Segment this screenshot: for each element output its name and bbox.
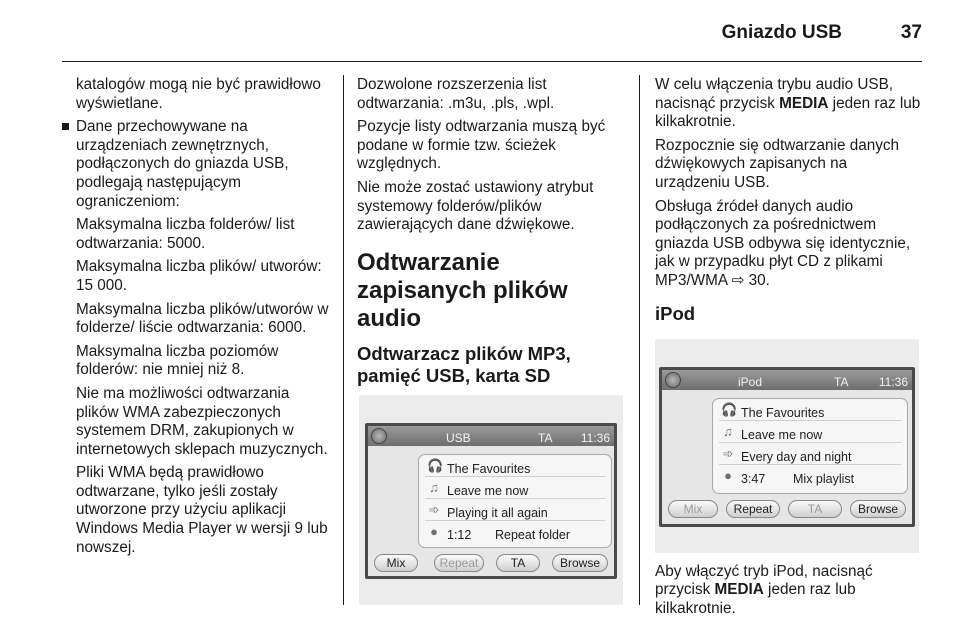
limit-item: Maksymalna liczba poziomów folderów: nie mniej niż 8. <box>76 342 279 379</box>
display-ta: TA <box>834 374 849 389</box>
mix-button[interactable]: Mix <box>374 554 418 572</box>
page-header <box>0 0 960 62</box>
text: Aby włączyć tryb iPod, nacisnąć przycisk <box>655 562 873 599</box>
display-bezel <box>659 367 915 527</box>
header-title: Gniazdo USB <box>721 22 842 43</box>
repeat-button[interactable]: Repeat <box>726 500 780 518</box>
limit-item: Maksymalna liczba plików/ utworów: 15 000. <box>76 258 322 294</box>
music-note-icon: ♫ <box>429 479 439 495</box>
disc-icon: ● <box>724 467 732 483</box>
column-1 <box>62 76 332 562</box>
page-ref-icon: ⇨ <box>731 271 745 289</box>
ta-button[interactable]: TA <box>496 554 540 572</box>
page-ref[interactable]: 30. <box>748 271 770 289</box>
browse-button[interactable]: Browse <box>552 554 608 572</box>
browse-button[interactable]: Browse <box>850 500 906 518</box>
display-list <box>418 454 612 548</box>
paragraph: Dozwolone rozszerzenia list odtwarzania: .m3u, .pls, .wpl. <box>357 76 555 112</box>
list-item <box>425 479 605 499</box>
repeat-button[interactable]: Repeat <box>434 554 484 572</box>
display-source: iPod <box>738 374 763 389</box>
media-key-label: MEDIA <box>779 94 829 112</box>
paragraph <box>655 76 925 132</box>
bullet-item: Dane przechowywane na urządzeniach zewnętrznych, podłączonych do gniazda USB, podlegają następującym ograniczeniom: <box>62 118 332 211</box>
display-source: USB <box>446 430 471 445</box>
paragraph: Rozpocznie się odtwarzanie danych dźwiękowych zapisanych na urządzeniu USB. <box>655 136 900 191</box>
mix-button[interactable]: Mix <box>668 500 718 518</box>
headphones-icon: 🎧 <box>721 401 738 417</box>
section-heading: Odtwarzanie zapisanych plików audio <box>357 248 568 332</box>
paragraph <box>655 563 925 619</box>
status-row <box>425 523 605 543</box>
limit-item: Nie ma możliwości odtwarzania plików WMA zabezpieczonych systemem DRM, zakupionych w internetowych sklepach muzycznych. <box>76 384 328 458</box>
text: Obsługa źródeł danych audio podłączonych za pośrednictwem gniazda USB odbywa się identycznie, jak w przypadku płyt CD z plikami MP3/WMA <box>655 197 911 289</box>
ipod-screen-image <box>655 339 919 553</box>
display-screen <box>368 426 614 576</box>
display-bezel <box>365 423 617 579</box>
usb-screen-image <box>359 395 623 605</box>
status-text: Mix playlist <box>793 471 855 486</box>
display-list <box>712 398 908 494</box>
page-number: 37 <box>900 22 922 43</box>
media-key-label: MEDIA <box>714 581 764 599</box>
display-time: 11:36 <box>580 430 610 445</box>
play-arrow-icon: ➾ <box>428 501 440 517</box>
limit-item: Pliki WMA będą prawidłowo odtwarzane, tylko jeśli zostały utworzone przy użyciu aplikacji Windows Media Player w wersji 9 lub nowszej. <box>76 464 328 556</box>
column-divider <box>343 75 344 605</box>
status-row <box>719 467 901 487</box>
column-3 <box>655 76 925 623</box>
text: jeden raz lub kilkakrotnie. <box>655 94 921 131</box>
list-item-label: The Favourites <box>741 405 825 420</box>
paragraph: katalogów mogą nie być prawidłowo wyświetlane. <box>76 76 321 112</box>
play-arrow-icon: ➾ <box>722 445 734 461</box>
list-item-label: Leave me now <box>741 427 823 442</box>
list-item-label: Every day and night <box>741 449 852 464</box>
list-item-label: The Favourites <box>447 461 531 476</box>
track-time: 1:12 <box>447 527 472 542</box>
list-item <box>719 401 901 421</box>
disc-icon: ● <box>430 523 438 539</box>
display-screen <box>662 370 912 524</box>
track-time: 3:47 <box>741 471 766 486</box>
display-time: 11:36 <box>878 374 908 389</box>
source-knob-icon <box>665 372 681 388</box>
headphones-icon: 🎧 <box>427 457 444 473</box>
source-knob-icon <box>371 428 387 444</box>
list-item-label: Playing it all again <box>447 505 548 520</box>
status-text: Repeat folder <box>495 527 571 542</box>
limit-item: Maksymalna liczba plików/utworów w folderze/ liście odtwarzania: 6000. <box>76 300 329 337</box>
display-top-bar <box>662 370 912 390</box>
list-item <box>719 423 901 443</box>
section-heading: iPod <box>655 302 696 324</box>
list-item <box>425 457 605 477</box>
paragraph <box>655 198 925 291</box>
text: W celu włączenia trybu audio USB, nacisnąć przycisk <box>655 76 894 112</box>
paragraph: Pozycje listy odtwarzania muszą być podane w formie tzw. ścieżek względnych. <box>357 118 606 173</box>
ta-button[interactable]: TA <box>788 500 842 518</box>
header-rule <box>62 61 922 62</box>
music-note-icon: ♫ <box>723 423 733 439</box>
limit-item: Maksymalna liczba folderów/ list odtwarzania: 5000. <box>76 216 295 252</box>
list-item <box>425 501 605 521</box>
list-item-label: Leave me now <box>447 483 529 498</box>
text: jeden raz lub kilkakrotnie. <box>655 581 856 617</box>
display-top-bar <box>368 426 614 446</box>
subsection-heading: Odtwarzacz plików MP3, pamięć USB, karta SD <box>357 342 571 386</box>
display-ta: TA <box>538 430 553 445</box>
list-item <box>719 445 901 465</box>
paragraph: Nie może zostać ustawiony atrybut systemowy folderów/plików zawierających dane dźwiękowe. <box>357 178 594 234</box>
column-divider <box>639 75 640 605</box>
column-2 <box>357 76 627 605</box>
